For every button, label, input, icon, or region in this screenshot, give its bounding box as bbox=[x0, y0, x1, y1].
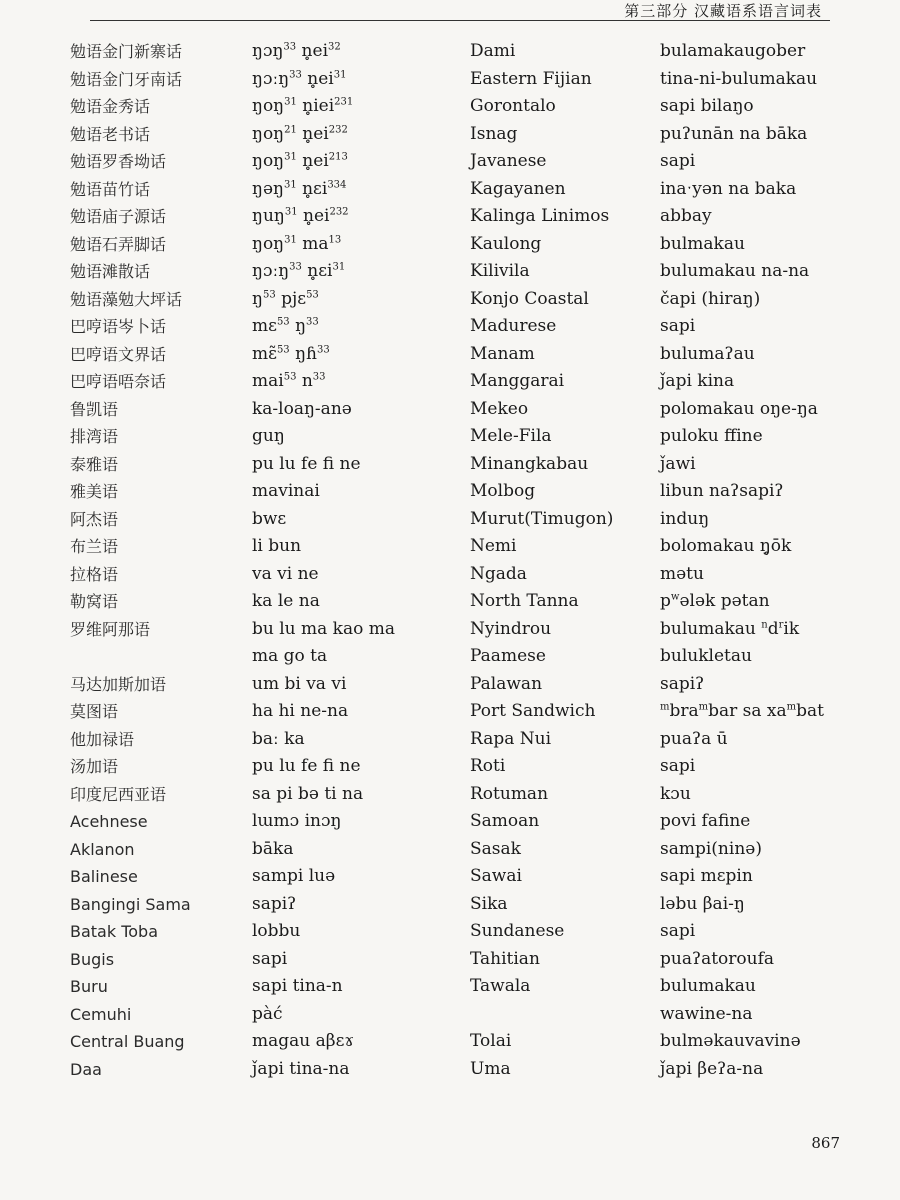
word-form: guŋ bbox=[252, 426, 285, 446]
word-form: kɔu bbox=[660, 783, 691, 804]
language-name: North Tanna bbox=[470, 591, 579, 611]
word-form: ŋoŋ$^{21}$ $n̥ei^{232}$ bbox=[252, 123, 348, 144]
language-name: 鲁凯语 bbox=[70, 399, 119, 419]
word-form: puaʔa ū bbox=[660, 728, 728, 749]
language-name: Aklanon bbox=[70, 839, 135, 859]
language-name: Eastern Fijian bbox=[470, 68, 592, 89]
language-name: Kilivila bbox=[470, 261, 530, 281]
word-form: sapi bbox=[660, 151, 696, 171]
language-name: Cemuhi bbox=[70, 1004, 132, 1024]
language-name: Paamese bbox=[470, 646, 546, 666]
word-form: li bun bbox=[252, 536, 302, 556]
language-name: Palawan bbox=[470, 673, 543, 694]
language-name: Javanese bbox=[470, 151, 547, 171]
word-form: ŋoŋ$^{31}$ n̥iei$^{231}$ bbox=[252, 96, 354, 116]
word-form: sapiʔ bbox=[252, 893, 297, 914]
language-name: Kalinga Linimos bbox=[470, 206, 610, 226]
word-form: čapi (hiraŋ) bbox=[660, 288, 761, 309]
language-name: Mele-Fila bbox=[470, 426, 552, 446]
language-name: Manam bbox=[470, 343, 535, 364]
language-name: Rotuman bbox=[470, 783, 549, 804]
word-form: ŋoŋ$^{31}$ $n̥ei^{213}$ bbox=[252, 151, 348, 171]
language-name: 阿杰语 bbox=[70, 509, 119, 529]
language-name: 勉语金门牙南话 bbox=[70, 69, 183, 89]
language-name: Balinese bbox=[70, 867, 138, 886]
language-name: Tahitian bbox=[470, 948, 540, 969]
word-form: ŋɔŋ$^{33}$ $n̥ei^{32}$ bbox=[252, 41, 341, 61]
language-name: Murut(Timugon) bbox=[470, 508, 614, 529]
language-name: 勉语藻勉大坪话 bbox=[70, 289, 183, 309]
word-form: sapi tina-n bbox=[252, 976, 343, 996]
word-form: sapi bilaŋo bbox=[660, 96, 754, 116]
word-form: wawine-na bbox=[660, 1003, 753, 1024]
word-form: pu lu fe fi ne bbox=[252, 453, 361, 474]
language-name: Acehnese bbox=[70, 812, 148, 831]
left-language-column bbox=[70, 38, 240, 1083]
language-name: Sawai bbox=[470, 866, 522, 886]
word-form: ləbu βai-ŋ bbox=[660, 893, 745, 914]
language-name: 泰雅语 bbox=[70, 454, 119, 474]
language-name: 布兰语 bbox=[70, 537, 119, 556]
word-form: mɛ$^{53}$ $ŋ^{33}$ bbox=[252, 316, 319, 336]
language-name: 巴哼语岑卜话 bbox=[70, 317, 167, 336]
word-form: ka le na bbox=[252, 591, 320, 611]
language-name: Daa bbox=[70, 1059, 102, 1079]
word-form: ǰapi βeʔa-na bbox=[660, 1058, 764, 1079]
language-name: 印度尼西亚语 bbox=[70, 784, 167, 804]
word-form: bulməkauvavinə bbox=[660, 1031, 801, 1051]
word-form: ŋoŋ$^{31}$ $ma^{13}$ bbox=[252, 233, 342, 254]
word-form: $p^wələk$ pətan bbox=[660, 591, 770, 611]
language-name: 勉语滩散话 bbox=[70, 262, 151, 281]
word-form: puaʔatoroufa bbox=[660, 948, 775, 969]
word-form: ŋuŋ$^{31}$ $n̥ei^{232}$ bbox=[252, 206, 349, 226]
word-form: ǰawi bbox=[660, 453, 696, 474]
word-form: inaˑyən na baka bbox=[660, 178, 797, 199]
language-name bbox=[70, 643, 240, 671]
language-name: Batak Toba bbox=[70, 922, 159, 941]
word-form: mavinai bbox=[252, 481, 320, 501]
word-form: sapi bbox=[660, 756, 696, 776]
word-form: pu lu fe fi ne bbox=[252, 756, 361, 776]
word-form: baː ka bbox=[252, 728, 305, 749]
language-name: 勉语金秀话 bbox=[70, 97, 151, 116]
word-form: mɛ̃$^{53}$ ŋɦ$^{33}$ bbox=[252, 343, 330, 364]
language-name: 罗维阿那语 bbox=[70, 619, 151, 639]
word-form: induŋ bbox=[660, 508, 710, 529]
word-form: ǰapi tina-na bbox=[252, 1058, 350, 1079]
word-form: va vi ne bbox=[252, 563, 319, 584]
language-name: 勉语庙子源话 bbox=[70, 207, 167, 226]
word-form: ka-loaŋ-anə bbox=[252, 398, 352, 419]
word-form: bulumakau $^nd^rik$ bbox=[660, 618, 800, 639]
word-form: puʔunān na bāka bbox=[660, 123, 808, 144]
language-name: Konjo Coastal bbox=[470, 288, 589, 309]
language-name: 汤加语 bbox=[70, 757, 119, 776]
word-form: bulumakau na-na bbox=[660, 261, 810, 281]
language-name: Madurese bbox=[470, 316, 557, 336]
language-name: 勉语老书话 bbox=[70, 124, 151, 144]
word-form: abbay bbox=[660, 206, 712, 226]
right-word-column bbox=[660, 38, 860, 1083]
language-name: Tawala bbox=[470, 976, 531, 996]
language-name: Bangingi Sama bbox=[70, 894, 191, 914]
word-form: ǰapi kina bbox=[660, 371, 735, 391]
word-form: bwɛ bbox=[252, 508, 287, 529]
language-name: 勉语金门新寨话 bbox=[70, 42, 183, 61]
language-name: Uma bbox=[470, 1058, 511, 1079]
word-form: povi fafine bbox=[660, 811, 751, 831]
language-name: 拉格语 bbox=[70, 564, 119, 584]
right-language-column bbox=[470, 38, 650, 1083]
language-name: Bugis bbox=[70, 949, 115, 969]
language-name: Sasak bbox=[470, 838, 521, 859]
word-form: mətu bbox=[660, 563, 704, 584]
word-form: sampi(ninə) bbox=[660, 838, 762, 859]
word-form: um bi va vi bbox=[252, 673, 347, 694]
running-head: 第三部分 汉藏语系语言词表 bbox=[624, 2, 822, 20]
word-form: lobbu bbox=[252, 921, 301, 941]
language-name: 他加禄语 bbox=[70, 729, 135, 749]
word-form: ha hi ne-na bbox=[252, 701, 349, 721]
word-form: libun naʔsapiʔ bbox=[660, 481, 784, 501]
word-form: bolomakau ŋ̥ōk bbox=[660, 536, 792, 556]
language-name: 排湾语 bbox=[70, 427, 119, 446]
language-name: 勉语石弄脚话 bbox=[70, 234, 167, 254]
language-name: Nyindrou bbox=[470, 618, 552, 639]
word-form: mai$^{53}$ $n^{33}$ bbox=[252, 371, 326, 391]
word-form: puloku ffine bbox=[660, 426, 763, 446]
language-name: 勉语苗竹话 bbox=[70, 179, 151, 199]
language-name: Minangkabau bbox=[470, 453, 589, 474]
word-form: sapi bbox=[252, 948, 288, 969]
language-name bbox=[470, 1001, 650, 1029]
word-form: bulukletau bbox=[660, 646, 752, 666]
word-form: sapi mɛpin bbox=[660, 866, 753, 886]
language-name: Roti bbox=[470, 756, 506, 776]
language-name: 雅美语 bbox=[70, 482, 119, 501]
word-form: $ŋ^{53}$ pjɛ$^{53}$ bbox=[252, 288, 319, 309]
language-name: Sundanese bbox=[470, 921, 565, 941]
word-form: sapi bbox=[660, 316, 696, 336]
word-form: sapiʔ bbox=[660, 673, 705, 694]
language-name: Dami bbox=[470, 41, 516, 61]
language-name: Molbog bbox=[470, 481, 536, 501]
word-form: polomakau oŋe-ŋa bbox=[660, 398, 818, 419]
word-form: tina-ni-bulumakau bbox=[660, 68, 818, 89]
word-form: ma go ta bbox=[252, 646, 328, 666]
language-name: Gorontalo bbox=[470, 96, 556, 116]
word-form: bulamakaugober bbox=[660, 41, 806, 61]
language-name: Nemi bbox=[470, 536, 517, 556]
language-name: Samoan bbox=[470, 811, 540, 831]
word-form: magau aβɛɤ bbox=[252, 1031, 354, 1051]
language-name: 马达加斯加语 bbox=[70, 674, 167, 694]
language-name: 巴哼语文界话 bbox=[70, 344, 167, 364]
language-name: Port Sandwich bbox=[470, 701, 596, 721]
language-name: Sika bbox=[470, 893, 508, 914]
word-form: $^m$bra$^m$bar sa $xa^mbat$ bbox=[660, 701, 825, 721]
language-name: Manggarai bbox=[470, 371, 565, 391]
language-name: Buru bbox=[70, 977, 108, 996]
word-form: bulmakau bbox=[660, 233, 745, 254]
word-form: sa pi bə ti na bbox=[252, 783, 364, 804]
word-form: bu lu ma kao ma bbox=[252, 618, 396, 639]
word-form: pàć bbox=[252, 1003, 283, 1024]
language-name: 勒窝语 bbox=[70, 592, 119, 611]
language-name: 莫图语 bbox=[70, 702, 119, 721]
left-word-column bbox=[252, 38, 452, 1083]
language-name: Mekeo bbox=[470, 398, 529, 419]
word-form: ŋəŋ$^{31}$ n̥ɛi$^{334}$ bbox=[252, 178, 347, 199]
language-name: Isnag bbox=[470, 123, 518, 144]
word-form: sampi luə bbox=[252, 866, 336, 886]
page-number: 867 bbox=[811, 1134, 840, 1152]
word-form: bāka bbox=[252, 838, 294, 859]
language-name: Kagayanen bbox=[470, 178, 566, 199]
word-form: ŋɔːŋ$^{33}$ n̥ɛi$^{31}$ bbox=[252, 261, 346, 281]
word-form: lɯmɔ inɔŋ bbox=[252, 811, 342, 831]
word-form: sapi bbox=[660, 921, 696, 941]
language-name: 勉语罗香坳话 bbox=[70, 152, 167, 171]
word-form: bulumaʔau bbox=[660, 343, 755, 364]
language-name: Kaulong bbox=[470, 233, 542, 254]
language-name: 巴哼语唔奈话 bbox=[70, 372, 167, 391]
word-form: bulumakau bbox=[660, 976, 756, 996]
language-name: Ngada bbox=[470, 563, 527, 584]
language-name: Rapa Nui bbox=[470, 728, 552, 749]
word-form: ŋɔːŋ$^{33}$ $n̥ei^{31}$ bbox=[252, 68, 347, 89]
language-name: Tolai bbox=[470, 1031, 512, 1051]
language-name: Central Buang bbox=[70, 1032, 185, 1051]
